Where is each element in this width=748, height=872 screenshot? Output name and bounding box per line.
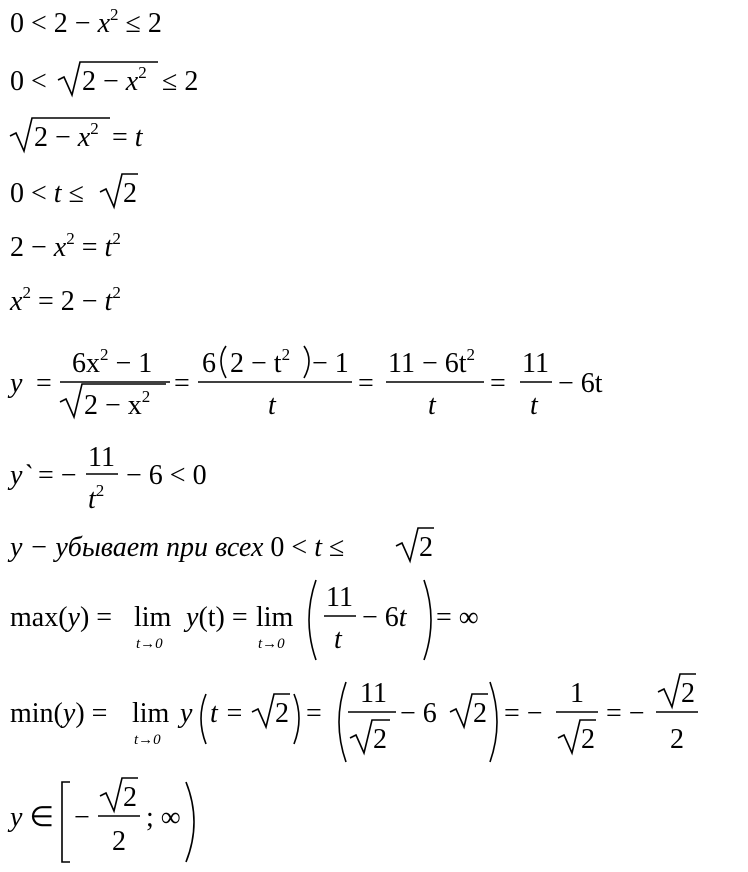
svg-text:0 <: 0 < <box>10 66 47 97</box>
svg-text:0 < t ≤: 0 < t ≤ <box>10 178 84 209</box>
svg-text:lim: lim <box>132 698 170 729</box>
svg-text:11: 11 <box>360 678 387 709</box>
svg-text:1: 1 <box>570 678 584 709</box>
svg-text:0 < 2 − x2 ≤ 2: $0 < 2 - x^2 \le 2$ <box>10 5 162 39</box>
svg-text:t: t <box>334 624 342 655</box>
svg-text:6: 6 <box>202 348 216 379</box>
svg-text:2 − x2: $2 - x^2$ <box>34 119 99 153</box>
line-12-range <box>7 778 194 862</box>
svg-text:2: 2 <box>581 724 595 755</box>
svg-text:11: 11 <box>522 348 549 379</box>
svg-text:= −: = − <box>38 460 77 491</box>
line-9-decreasing <box>7 528 434 563</box>
line-6-express-x <box>9 283 121 317</box>
svg-text:=: = <box>490 368 506 399</box>
svg-text:y`: y` <box>10 460 32 491</box>
svg-text:x2 = 2 − t2: $x^2 = 2 - t^2$ <box>10 283 121 317</box>
svg-text:t: t <box>428 390 436 421</box>
svg-text:t: t <box>530 390 538 421</box>
svg-text:t→0: t→0 <box>136 636 163 652</box>
svg-text:y: y <box>180 698 193 729</box>
svg-text:2 − x2: $2 - x^2$ <box>82 63 147 97</box>
svg-text:2: 2 <box>670 724 684 755</box>
svg-text:; ∞: ; ∞ <box>146 802 181 833</box>
svg-text:− 6t: − 6t <box>558 368 603 399</box>
svg-text:lim: lim <box>134 602 172 633</box>
svg-text:lim: lim <box>256 602 294 633</box>
svg-text:t2: $t^2$ <box>88 481 105 515</box>
svg-text:= −: = − <box>606 698 645 729</box>
svg-text:t→0: t→0 <box>134 732 161 748</box>
svg-text:2 − x2 = t2: $2 - x^2 = t^2$ <box>10 229 121 263</box>
svg-text:− 1: − 1 <box>312 348 349 379</box>
line-4-range-t <box>10 174 138 209</box>
svg-text:2 − t2: $2 - t^2$ <box>230 345 291 379</box>
svg-text:t→0: t→0 <box>258 636 285 652</box>
line-1-inequality <box>10 5 162 39</box>
svg-text:− 6t: − 6t <box>362 602 407 633</box>
svg-text:y: y <box>10 368 23 399</box>
svg-text:=: = <box>306 698 322 729</box>
svg-text:2: 2 <box>123 178 137 209</box>
svg-text:2 − x2: $2 - x^2$ <box>84 387 151 421</box>
svg-text:2: 2 <box>473 698 487 729</box>
svg-text:=: = <box>174 368 190 399</box>
line-11-minimum <box>10 674 698 762</box>
svg-text:11: 11 <box>326 582 353 613</box>
svg-text:2: 2 <box>123 782 137 813</box>
svg-text:2: 2 <box>419 532 433 563</box>
svg-text:t =: t = <box>210 698 244 729</box>
line-10-maximum <box>10 580 479 660</box>
svg-text:2: 2 <box>681 678 695 709</box>
svg-text:= −: = − <box>504 698 543 729</box>
svg-text:2: 2 <box>373 724 387 755</box>
svg-text:y ∈: y ∈ <box>10 802 54 833</box>
svg-text:=: = <box>358 368 374 399</box>
svg-text:− 6: − 6 <box>400 698 437 729</box>
svg-text:2: 2 <box>112 826 126 857</box>
svg-text:y − убывает при всех 0 < t ≤: y − убывает при всех 0 < t ≤ <box>10 532 345 563</box>
svg-text:max(y) =: max(y) = <box>10 602 113 633</box>
line-8-derivative <box>7 442 207 515</box>
svg-text:−: − <box>74 802 90 833</box>
line-7-function-in-t <box>7 345 603 421</box>
svg-text:y(t) =: y(t) = <box>186 602 248 633</box>
svg-text:− 6 < 0: − 6 < 0 <box>126 460 207 491</box>
svg-text:=: = <box>36 368 52 399</box>
svg-text:≤ 2: ≤ 2 <box>162 66 199 97</box>
line-3-substitution <box>10 118 144 153</box>
svg-text:min(y) =: min(y) = <box>10 698 108 729</box>
svg-text:2: 2 <box>275 698 289 729</box>
svg-text:t: t <box>268 390 276 421</box>
svg-text:= ∞: = ∞ <box>436 602 479 633</box>
line-2-inequality-root <box>10 62 198 97</box>
svg-text:= t: = t <box>112 122 143 153</box>
line-5-square <box>10 229 121 263</box>
svg-text:11 − 6t2: $11 - 6t^2$ <box>388 345 476 379</box>
svg-text:6x2 − 1: $6x^2 - 1$ <box>72 345 153 379</box>
svg-text:11: 11 <box>88 442 115 473</box>
